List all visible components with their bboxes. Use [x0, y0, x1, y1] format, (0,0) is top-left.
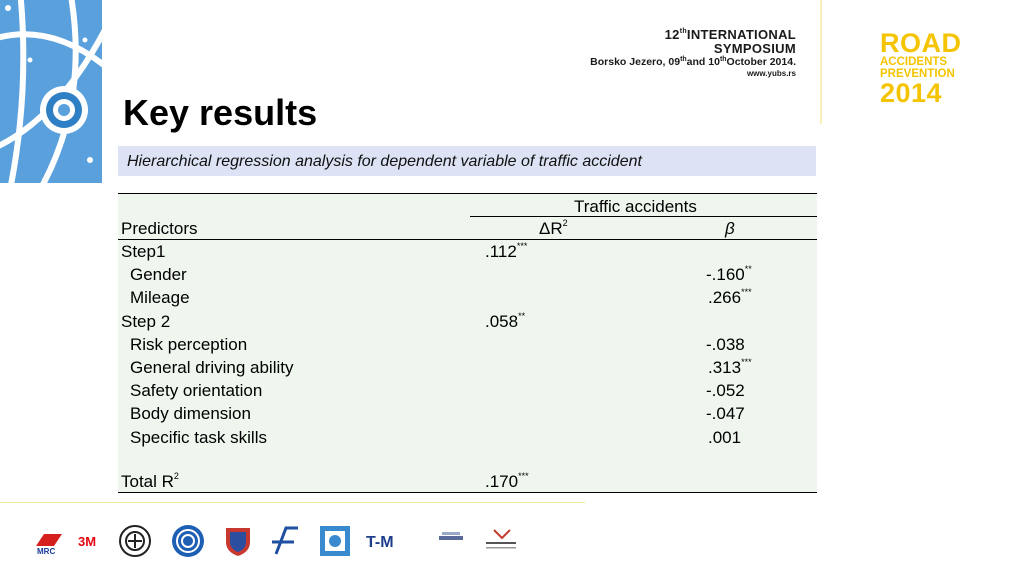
row-delta-r2-sig: *** — [516, 241, 528, 251]
col-predictors: Predictors — [121, 219, 198, 238]
row-beta-sig: *** — [741, 357, 752, 367]
col-delta-r2-sup: 2 — [562, 218, 568, 228]
row-predictor: Specific task skills — [130, 427, 267, 447]
row-beta-value: -.160 — [706, 265, 745, 285]
symposium-number: 12 — [664, 27, 680, 42]
group-header: Traffic accidents — [574, 197, 697, 216]
mrc-logo-text: MRC — [37, 547, 56, 556]
header-divider — [820, 0, 822, 124]
police-crest-icon — [222, 524, 254, 558]
table-top-rule — [118, 193, 817, 194]
date-suffix-1: th — [680, 56, 687, 63]
row-predictor: Safety orientation — [130, 381, 263, 401]
fiz-logo-icon — [268, 524, 302, 558]
symposium-date-b: and 10 — [686, 56, 720, 68]
table-caption: Hierarchical regression analysis for dependent variable of traffic accident — [127, 153, 642, 170]
symposium-number-suffix: th — [679, 28, 687, 35]
small-emblem-icon — [436, 524, 466, 558]
total-label-text: Total R — [121, 472, 174, 491]
row-predictor: Step 2 — [121, 311, 171, 331]
row-predictor: Body dimension — [130, 404, 251, 424]
row-beta-value: -.052 — [706, 381, 745, 401]
table-caption-box — [118, 146, 816, 176]
row-beta — [708, 428, 741, 448]
logo-prevention: PREVENTION — [880, 68, 955, 80]
row-beta-value: -.038 — [706, 334, 745, 354]
conference-logo — [880, 30, 972, 106]
row-beta — [706, 404, 745, 424]
row-beta — [706, 381, 745, 401]
footer-divider — [0, 502, 585, 503]
row-delta-r2 — [485, 312, 525, 332]
row-beta-value: .001 — [708, 427, 742, 447]
row-delta-r2 — [485, 242, 527, 262]
faculty-seal-icon — [116, 524, 154, 558]
symposium-date-c: October 2014. — [726, 56, 796, 68]
table-header-rule — [118, 239, 817, 240]
symposium-header — [540, 28, 796, 79]
symposium-label: SYMPOSIUM — [713, 41, 796, 56]
tm-logo — [366, 524, 416, 558]
row-delta-r2-value: .112 — [485, 242, 517, 261]
date-suffix-2: th — [719, 56, 727, 63]
row-predictor: Gender — [130, 265, 187, 285]
row-beta-value: .313 — [708, 358, 742, 377]
symposium-international: INTERNATIONAL — [686, 27, 796, 42]
row-predictor: General driving ability — [130, 358, 294, 377]
symposium-website: www.yubs.rs — [746, 69, 796, 78]
col-beta: β — [725, 219, 735, 238]
3m-logo — [78, 524, 104, 558]
total-label — [121, 472, 179, 492]
row-delta-r2-value: .058 — [485, 311, 519, 331]
row-beta — [706, 335, 745, 355]
row-delta-r2-sig: ** — [518, 310, 526, 321]
logo-accidents: ACCIDENTS — [880, 56, 948, 68]
square-emblem-icon — [318, 524, 352, 558]
row-beta-sig: *** — [741, 287, 752, 298]
logo-road: ROAD — [880, 28, 962, 58]
table-bottom-rule — [118, 492, 817, 493]
mrc-logo — [34, 524, 64, 558]
total-r2-sig: *** — [518, 471, 529, 481]
total-r2 — [485, 472, 529, 492]
logo-year: 2014 — [880, 78, 943, 108]
3m-logo-text: 3M — [78, 534, 97, 549]
total-label-sup: 2 — [173, 471, 179, 481]
tm-logo-text: T-M — [366, 534, 394, 551]
blue-circle-logo — [168, 524, 208, 558]
slide-title: Key results — [123, 92, 318, 133]
row-beta — [706, 265, 752, 285]
row-beta — [708, 358, 752, 378]
row-beta-value: -.047 — [706, 404, 745, 424]
row-beta-value: .266 — [708, 288, 742, 308]
col-delta-r2 — [539, 219, 568, 239]
row-predictor: Mileage — [130, 288, 190, 308]
row-predictor: Risk perception — [130, 334, 248, 354]
total-r2-value: .170 — [485, 472, 519, 491]
row-beta — [708, 288, 752, 308]
agency-logo-icon — [480, 524, 522, 558]
symposium-date-a: Borsko Jezero, 09 — [590, 56, 681, 68]
corner-decoration — [0, 0, 102, 183]
col-delta-r2-text: ΔR — [539, 219, 563, 238]
row-beta-sig: ** — [744, 264, 752, 275]
row-predictor: Step1 — [121, 242, 166, 261]
